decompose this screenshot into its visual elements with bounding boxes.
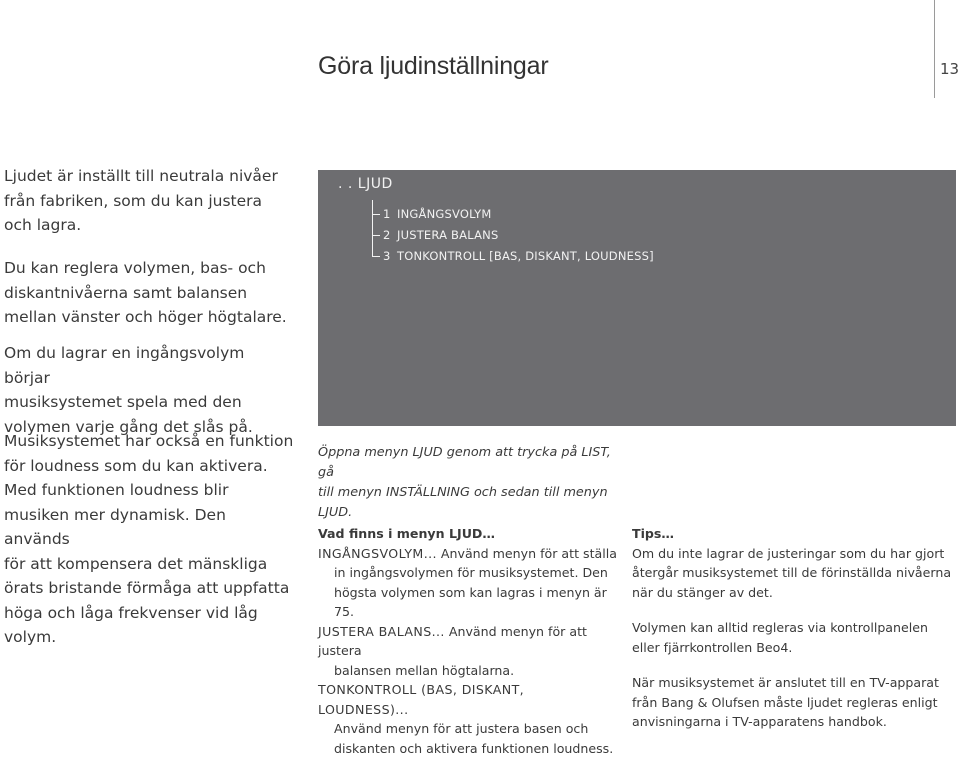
text-line: och lagra. bbox=[4, 216, 81, 234]
tips-section bbox=[632, 524, 952, 732]
text-line: när du stänger av det. bbox=[632, 585, 773, 600]
menu-item-balance bbox=[372, 228, 498, 242]
text-line: eller fjärrkontrollen Beo4. bbox=[632, 640, 792, 655]
menu-item-number: 1 bbox=[383, 207, 397, 221]
entry-text: Använd menyn för att justera basen och bbox=[318, 719, 618, 739]
tip-paragraph bbox=[632, 544, 952, 603]
menu-contents-section bbox=[318, 524, 618, 758]
text-line: mellan vänster och höger högtalare. bbox=[4, 308, 287, 326]
text-line: Om du lagrar en ingångsvolym börjar bbox=[4, 344, 244, 387]
menu-item-number: 2 bbox=[383, 228, 397, 242]
text-line: Musiksystemet har också en funktion bbox=[4, 432, 293, 450]
entry-tone-control bbox=[318, 680, 618, 758]
header-divider bbox=[934, 0, 935, 98]
menu-item-label: INGÅNGSVOLYM bbox=[397, 207, 492, 221]
text-line: LJUD. bbox=[318, 505, 352, 520]
section-heading: Vad finns i menyn LJUD… bbox=[318, 524, 618, 544]
page-number: 13 bbox=[940, 60, 959, 78]
text-line: från Bang & Olufsen måste ljudet regleras enligt bbox=[632, 695, 938, 710]
text-line: för loudness som du kan aktivera. bbox=[4, 457, 268, 475]
text-line: volym. bbox=[4, 628, 56, 646]
tip-paragraph bbox=[632, 673, 952, 732]
entry-text: in ingångsvolymen för musiksystemet. Den bbox=[318, 563, 618, 583]
text-line: från fabriken, som du kan justera bbox=[4, 192, 262, 210]
text-line: Med funktionen loudness blir bbox=[4, 481, 228, 499]
text-line: höga och låga frekvenser vid låg bbox=[4, 604, 258, 622]
text-line: musiken mer dynamisk. Den används bbox=[4, 506, 226, 549]
instructions-intro bbox=[318, 443, 618, 523]
text-line: återgår musiksystemet till de förinställda nivåerna bbox=[632, 565, 951, 580]
menu-item-label: JUSTERA BALANS bbox=[397, 228, 498, 242]
text-line: Öppna menyn LJUD genom att trycka på LIST, gå bbox=[318, 445, 611, 480]
text-line: volymen varje gång det slås på. bbox=[4, 418, 253, 436]
menu-item-tone-control bbox=[372, 249, 654, 263]
text-line: för att kompensera det mänskliga bbox=[4, 555, 267, 573]
text-line: diskantnivåerna samt balansen bbox=[4, 284, 247, 302]
paragraph-loudness bbox=[4, 429, 294, 650]
entry-text: Använd menyn för att ställa bbox=[437, 546, 617, 561]
entry-text: högsta volymen som kan lagras i menyn är 75. bbox=[318, 583, 618, 622]
text-line: Om du inte lagrar de justeringar som du har gjort bbox=[632, 546, 944, 561]
text-line: Volymen kan alltid regleras via kontrollpanelen bbox=[632, 620, 928, 635]
menu-item-input-volume bbox=[372, 207, 492, 221]
tip-paragraph bbox=[632, 618, 952, 657]
entry-text: Använd menyn för att justera bbox=[318, 624, 587, 659]
text-line: musiksystemet spela med den bbox=[4, 393, 242, 411]
text-line: När musiksystemet är anslutet till en TV-apparat bbox=[632, 675, 939, 690]
menu-item-label: TONKONTROLL [BAS, DISKANT, LOUDNESS] bbox=[397, 249, 654, 263]
text-line: örats bristande förmåga att uppfatta bbox=[4, 579, 289, 597]
text-line: till menyn INSTÄLLNING och sedan till menyn bbox=[318, 485, 608, 500]
entry-text: balansen mellan högtalarna. bbox=[318, 661, 618, 681]
entry-term: JUSTERA BALANS... bbox=[318, 624, 445, 639]
entry-input-volume bbox=[318, 544, 618, 622]
tips-heading: Tips… bbox=[632, 524, 952, 544]
paragraph-intro bbox=[4, 164, 278, 238]
paragraph-adjust bbox=[4, 256, 287, 330]
entry-term: INGÅNGSVOLYM... bbox=[318, 546, 437, 561]
text-line: Ljudet är inställt till neutrala nivåer bbox=[4, 167, 278, 185]
text-line: Du kan reglera volymen, bas- och bbox=[4, 259, 266, 277]
page-title: Göra ljudinställningar bbox=[318, 52, 548, 81]
menu-illustration bbox=[318, 170, 956, 426]
entry-term: TONKONTROLL (BAS, DISKANT, LOUDNESS)... bbox=[318, 682, 524, 717]
entry-text: diskanten och aktivera funktionen loudness. bbox=[318, 739, 618, 758]
text-line: anvisningarna i TV-apparatens handbok. bbox=[632, 714, 887, 729]
paragraph-input-volume bbox=[4, 341, 294, 439]
entry-balance bbox=[318, 622, 618, 681]
menu-title: . . LJUD bbox=[338, 176, 393, 192]
menu-item-number: 3 bbox=[383, 249, 397, 263]
